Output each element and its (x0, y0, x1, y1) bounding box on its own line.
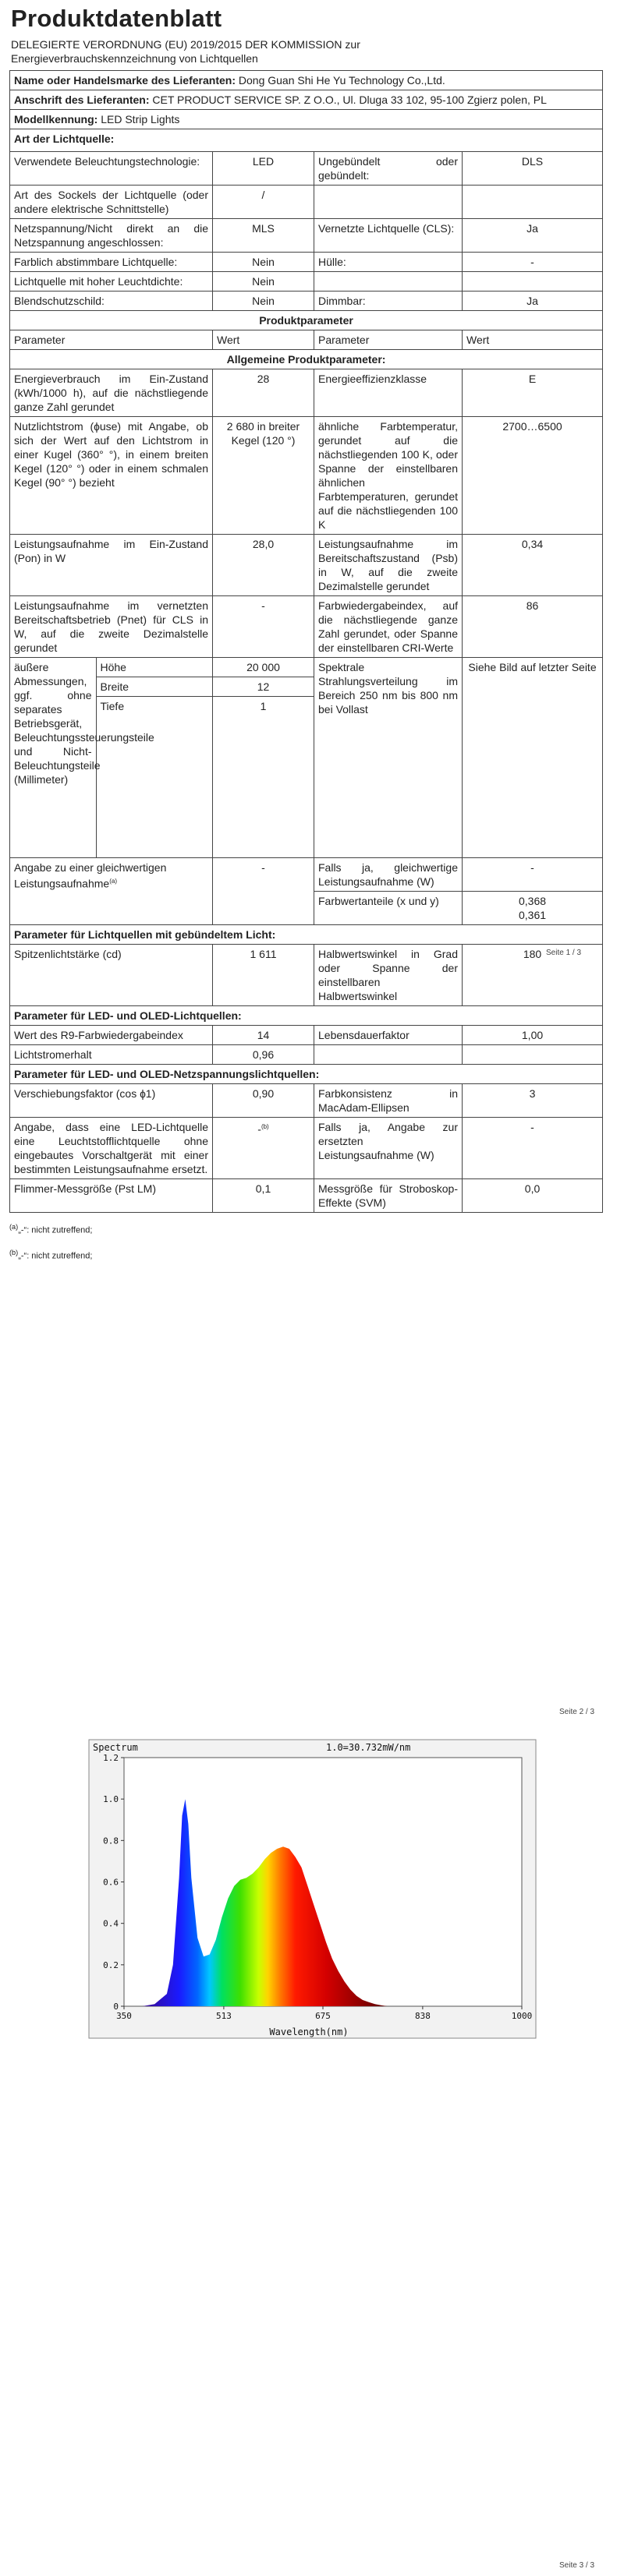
type-row: Blendschutzschild: Nein Dimmbar: Ja (10, 292, 603, 311)
footnote-b: $^{(b)}$„-“: nicht zutreffend; (9, 1248, 93, 1261)
supplier-name-row (10, 71, 603, 90)
led-row: Wert des R9-Farbwiedergabeindex 14 Lebensdauerfaktor 1,00 (10, 1026, 603, 1045)
type-row: Art des Sockels der Lichtquelle (oder andere elektrische Schnittstelle) / (10, 186, 603, 219)
chart-title: Spectrum (93, 1742, 138, 1753)
supplier-address-label: Anschrift des Lieferanten: (14, 94, 150, 106)
page-title: Produktdatenblatt (11, 5, 222, 32)
x-tick-label: 513 (215, 2011, 232, 2021)
light-source-type-heading: Art der Lichtquelle: (10, 129, 603, 152)
supplier-address-row (10, 90, 603, 110)
general-row: Nutzlichtstrom (ɸuse) mit Angabe, ob sich der Wert auf den Lichtstrom in einer Kugel (360° °), in einem breiten Kegel (120° °) oder in einem schmalen Kegel (90° °) bezieht 2 680 in breiter Kegel (120 °) ähnliche Farbtemperatur, gerundet auf die nächstliegenden 100 K, oder Spanne der einstellbaren ähnlichen Farbtemperaturen, gerundet auf die nächstliegenden 100 K 2700…6500 (10, 417, 603, 535)
depth-label: Tiefe (100, 700, 125, 712)
spectrum-chart (88, 1739, 537, 2039)
type-row: Verwendete Beleuchtungstechnologie: LED Ungebündelt oder gebündelt: DLS (10, 152, 603, 186)
page-number-1: Seite 1 / 3 (546, 949, 582, 957)
y-tick-label: 1.2 (103, 1753, 119, 1763)
model-value: LED Strip Lights (101, 113, 180, 125)
regulation-line-2: Energieverbrauchskennzeichnung von Lichtquellen (11, 52, 258, 65)
dimensions-row (10, 658, 603, 858)
mains-row: Angabe, dass eine LED-Lichtquelle eine Leuchtstofflichtquelle ohne eingebautes Vorschaltgerät mit einer bestimmten Leistungsaufnahme ersetzt. -$^{(b)}$ Falls ja, Angabe zur ersetzten Leistungsaufnahme (W) - (10, 1118, 603, 1179)
chromaticity-y: 0,361 (518, 909, 547, 921)
equivalent-power-label: Angabe zu einer gleichwertigen Leistungsaufnahme (14, 861, 167, 890)
chart-annotation: 1.0=30.732mW/nm (326, 1742, 411, 1753)
dimensions-label: äußere Abmessungen, ggf. ohne separates Betriebsgerät, Beleuchtungssteuerungsteile und Nicht-Beleuchtungsteile (Millimeter) (10, 658, 96, 857)
column-header-row: Parameter Wert Parameter Wert (10, 330, 603, 350)
model-label: Modellkennung: (14, 113, 98, 125)
width-label: Breite (96, 677, 212, 697)
chromaticity-row: Farbwertanteile (x und y) 0,368 0,361 (10, 892, 603, 925)
supplier-address-value: CET PRODUCT SERVICE SP. Z O.O., Ul. Dluga 33 102, 95-100 Zgierz polen, PL (152, 94, 547, 106)
product-parameters-heading: Produktparameter (10, 311, 603, 330)
general-row: Leistungsaufnahme im Ein-Zustand (Pon) in W 28,0 Leistungsaufnahme im Bereitschaftszustand (Psb) in W, auf die zweite Dezimalstelle gerundet 0,34 (10, 535, 603, 596)
y-tick-label: 0.2 (103, 1959, 119, 1970)
supplier-name-label: Name oder Handelsmarke des Lieferanten: (14, 74, 236, 87)
page-number-3: Seite 3 / 3 (559, 2561, 595, 2570)
spectral-label: Spektrale Strahlungsverteilung im Bereich 250 nm bis 800 nm bei Vollast (314, 658, 463, 858)
datasheet-table (9, 70, 603, 1213)
footnote-b-marker: (b) (261, 1123, 269, 1130)
width-value: 12 (213, 677, 314, 697)
y-tick-label: 0.8 (103, 1836, 119, 1846)
mains-heading: Parameter für LED- und OLED-Netzspannungslichtquellen: (10, 1065, 603, 1084)
y-tick-label: 1.0 (103, 1794, 119, 1805)
y-tick-label: 0.6 (103, 1877, 119, 1888)
general-row: Energieverbrauch im Ein-Zustand (kWh/1000 h), auf die nächstliegende ganze Zahl gerundet 28 Energieeffizienzklasse E (10, 369, 603, 417)
mains-row: Verschiebungsfaktor (cos ɸ1) 0,90 Farbkonsistenz in MacAdam-Ellipsen 3 (10, 1084, 603, 1118)
regulation-line-1: DELEGIERTE VERORDNUNG (EU) 2019/2015 DER KOMMISSION zur (11, 38, 360, 51)
type-row: Lichtquelle mit hoher Leuchtdichte: Nein (10, 272, 603, 292)
height-label: Höhe (96, 658, 212, 677)
type-row: Farblich abstimmbare Lichtquelle: Nein Hülle: - (10, 253, 603, 272)
regulation-reference (11, 37, 602, 65)
led-heading: Parameter für LED- und OLED-Lichtquellen: (10, 1006, 603, 1026)
mains-row: Flimmer-Messgröße (Pst LM) 0,1 Messgröße für Stroboskop-Effekte (SVM) 0,0 (10, 1179, 603, 1213)
y-tick-label: 0.4 (103, 1918, 119, 1929)
directional-heading: Parameter für Lichtquellen mit gebündeltem Licht: (10, 925, 603, 945)
supplier-name-value: Dong Guan Shi He Yu Technology Co.,Ltd. (238, 74, 445, 87)
led-row: Lichtstromerhalt 0,96 (10, 1045, 603, 1065)
general-parameters-heading: Allgemeine Produktparameter: (10, 350, 603, 369)
y-tick-label: 0 (113, 2002, 119, 2012)
x-tick-label: 1000 (511, 2011, 533, 2021)
datasheet-page (9, 0, 602, 1267)
directional-row: Spitzenlichtstärke (cd) 1 611 Halbwertswinkel in Grad oder Spanne der einstellbaren Halbwertswinkel 180 (10, 945, 603, 1006)
x-tick-label: 350 (116, 2011, 132, 2021)
page-number-2: Seite 2 / 3 (559, 1708, 595, 1716)
general-row: Leistungsaufnahme im vernetzten Bereitschaftsbetrieb (Pnet) für CLS in W, auf die zweite Dezimalstelle gerundet - Farbwiedergabeindex, auf die nächstliegende ganze Zahl gerundet, oder Spanne der einstellbaren CRI-Werte 86 (10, 596, 603, 658)
height-value: 20 000 (213, 658, 314, 677)
chromaticity-x: 0,368 (518, 895, 547, 907)
depth-value: 1 (260, 700, 267, 712)
equivalent-power-row: Angabe zu einer gleichwertigen Leistungsaufnahme$^{(a)}$ - Falls ja, gleichwertige Leistungsaufnahme (W) - (10, 858, 603, 892)
footnote-a: $^{(a)}$„-“: nicht zutreffend; (9, 1223, 93, 1235)
x-tick-label: 675 (315, 2011, 331, 2021)
dimensions-subtable (10, 658, 212, 857)
footnote-a-marker: (a) (109, 878, 117, 885)
x-axis-label: Wavelength(nm) (269, 2027, 349, 2037)
spectrum-svg (88, 1739, 537, 2039)
x-tick-label: 838 (414, 2011, 431, 2021)
spectral-value: Siehe Bild auf letzter Seite (463, 658, 603, 858)
model-row (10, 110, 603, 129)
footnotes (9, 1216, 602, 1267)
type-row: Netzspannung/Nicht direkt an die Netzspannung angeschlossen: MLS Vernetzte Lichtquelle (CLS): Ja (10, 219, 603, 253)
